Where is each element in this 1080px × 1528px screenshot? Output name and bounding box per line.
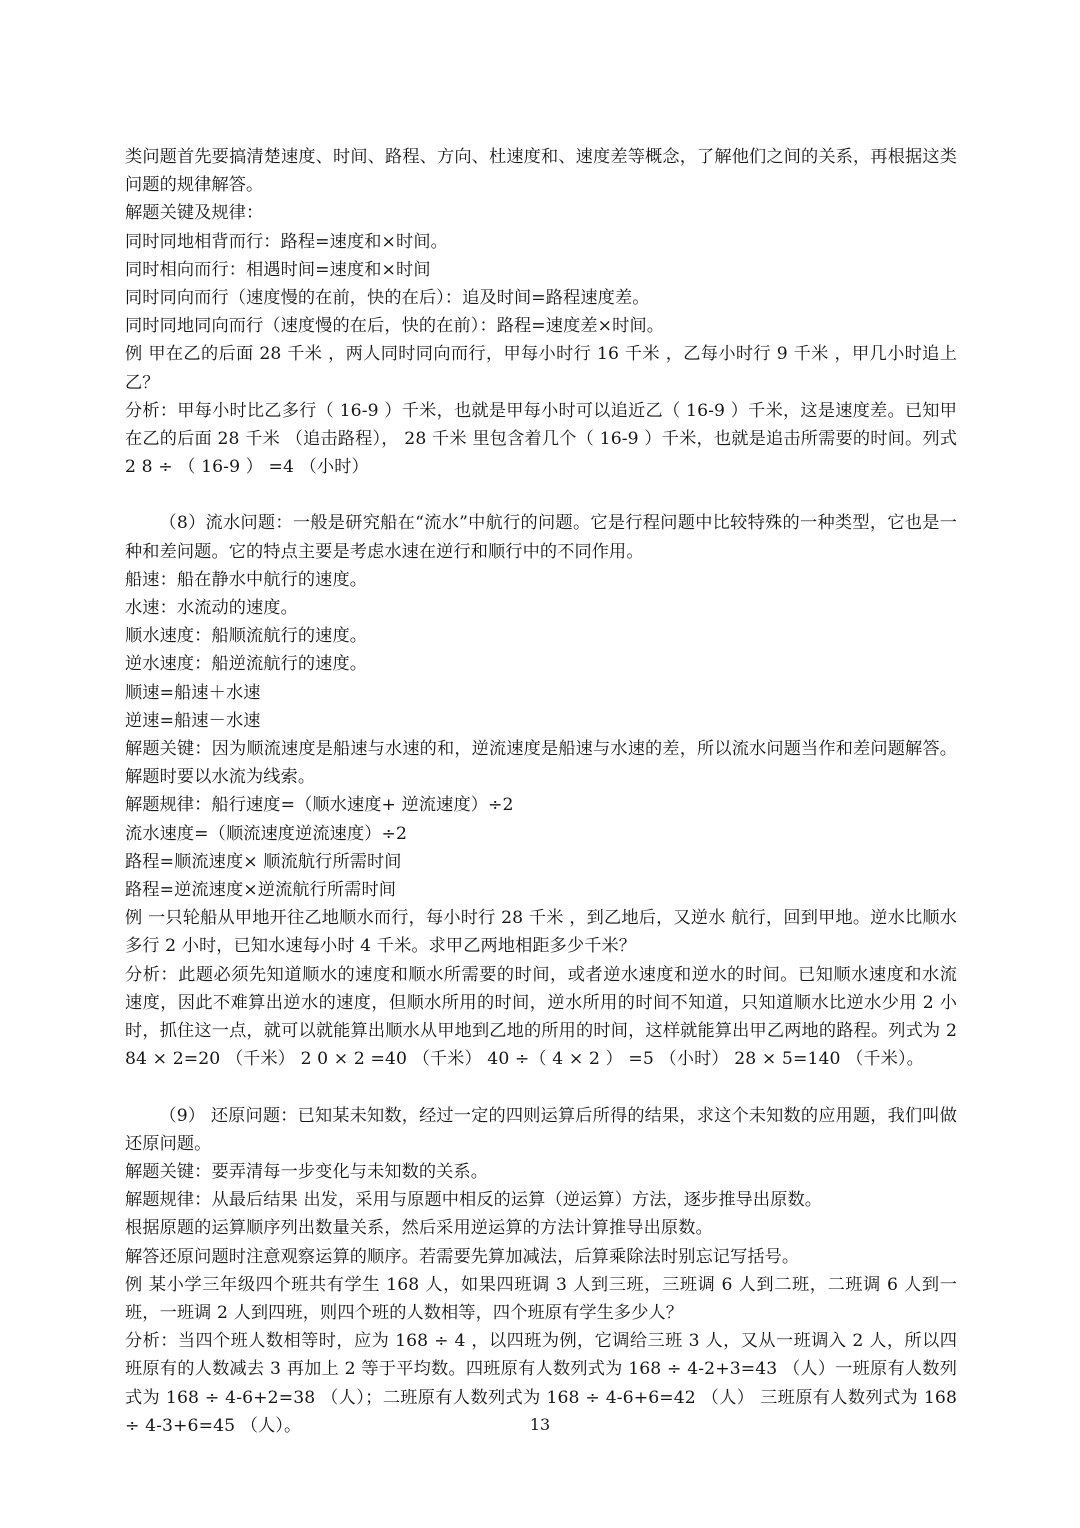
block-rule-toward: 同时相向而行：相遇时间=速度和×时间 (125, 259, 431, 280)
block-restore-note: 解答还原问题时注意观察运算的顺序。若需要先算加减法，后算乘除法时别忘记写括号。 (125, 1246, 800, 1267)
block-example-chase: 例 甲在乙的后面 28 千米 ，两人同时同向而行，甲每小时行 16 千米 ，乙每小时行 9 千米 ，甲几小时追上乙？ (125, 344, 957, 393)
block-rule-boat-speed: 解题规律：船行速度=（顺水速度+ 逆流速度）÷2 (125, 795, 514, 816)
block-travel-problem-intro: 类问题首先要搞清楚速度、时间、路程、方向、杜速度和、速度差等概念，了解他们之间的关系，再根据这类问题的规律解答。 (125, 147, 957, 196)
block-upstream-speed: 逆水速度：船逆流航行的速度。 (125, 654, 368, 675)
block-restore-method: 根据原题的运算顺序列出数量关系，然后采用逆运算的方法计算推导出原数。 (125, 1218, 713, 1239)
paragraph-spacer (125, 481, 957, 509)
block-rule-distance-downstream: 路程=顺流速度× 顺流航行所需时间 (125, 851, 402, 872)
block-key-rules-heading: 解题关键及规律： (125, 203, 264, 224)
block-restore-key: 解题关键：要弄清每一步变化与未知数的关系。 (125, 1161, 489, 1182)
block-rule-opposite-same-place: 同时同地相背而行：路程=速度和×时间。 (125, 231, 448, 252)
block-example-boat: 例 一只轮船从甲地开往乙地顺水而行，每小时行 28 千米 ，到乙地后，又逆水 航行，回到甲地。逆水比顺水多行 2 小时，已知水速每小时 4 千米。求甲乙两地相距多少千米？ (125, 908, 957, 957)
block-analysis-chase: 分析：甲每小时比乙多行（ 16-9 ）千米，也就是甲每小时可以追近乙（ 16-9 ）千米，这是速度差。已知甲在乙的后面 28 千米 （追击路程）， 28 千米 里包含着几个（ 16-9 ）千米，也就是追击所需要的时间。列式 2 8 ÷ （ 16-9 ） =4 （小时） (125, 400, 957, 478)
paragraph-spacer (125, 1074, 957, 1102)
block-boat-speed: 船速：船在静水中航行的速度。 (125, 569, 368, 590)
page-body (125, 143, 957, 1440)
block-rule-same-direction: 同时同向而行（速度慢的在前，快的在后）：追及时间=路程速度差。 (125, 288, 650, 309)
block-downstream-speed: 顺水速度：船顺流航行的速度。 (125, 626, 368, 647)
block-restore-problem-intro: （9） 还原问题：已知某未知数，经过一定的四则运算后所得的结果，求这个未知数的应用题，我们叫做还原问题。 (125, 1105, 957, 1154)
page-number: 13 (529, 1415, 551, 1434)
block-example-classes: 例 某小学三年级四个班共有学生 168 人，如果四班调 3 人到三班，三班调 6 人到二班，二班调 6 人到一班，一班调 2 人到四班，则四个班的人数相等，四个班原有学生多少人？ (125, 1274, 957, 1323)
block-rule-water-speed: 流水速度=（顺流速度逆流速度）÷2 (125, 823, 408, 844)
block-analysis-boat: 分析：此题必须先知道顺水的速度和顺水所需要的时间，或者逆水速度和逆水的时间。已知顺水速度和水流 速度，因此不难算出逆水的速度，但顺水所用的时间，逆水所用的时间不知道，只知道顺水比逆水少用 2 小时，抓住这一点，就可以就能算出顺水从甲地到乙地的所用的时间，这样就能算出甲乙两地的路程。列式为 284 × 2=20 （千米） 2 0 × 2 =40 （千米） 40 ÷（ 4 × 2 ） =5 （小时） 28 × 5=140 （千米）。 (125, 964, 957, 1070)
block-key-flowing-water: 解题关键：因为顺流速度是船速与水速的和，逆流速度是船速与水速的差，所以流水问题当作和差问题解答。 解题时要以水流为线索。 (125, 739, 957, 788)
block-rule-distance-upstream: 路程=逆流速度×逆流航行所需时间 (125, 880, 397, 901)
block-rule-same-place-same-direction: 同时同地同向而行（速度慢的在后，快的在前）：路程=速度差×时间。 (125, 316, 665, 337)
block-formula-downstream: 顺速=船速＋水速 (125, 682, 261, 703)
block-formula-upstream: 逆速=船速－水速 (125, 710, 261, 731)
block-analysis-classes: 分析：当四个班人数相等时，应为 168 ÷ 4 ，以四班为例，它调给三班 3 人，又从一班调入 2 人，所以四班原有的人数减去 3 再加上 2 等于平均数。四班原有人数列式为 168 ÷ 4-2+3=43 （人）一班原有人数列式为 168 ÷ 4-6+2=38 （人）；二班原有人数列式为 168 ÷ 4-6+6=42 （人） 三班原有人数列式为 168 ÷ 4-3+6=45 （人）。 (125, 1331, 957, 1436)
block-restore-rule: 解题规律：从最后结果 出发，采用与原题中相反的运算（逆运算）方法，逐步推导出原数。 (125, 1190, 823, 1211)
block-flowing-water-intro: （8）流水问题：一般是研究船在“流水”中航行的问题。它是行程问题中比较特殊的一种类型，它也是一种和差问题。它的特点主要是考虑水速在逆行和顺行中的不同作用。 (125, 513, 957, 562)
block-water-speed: 水速：水流动的速度。 (125, 598, 298, 619)
